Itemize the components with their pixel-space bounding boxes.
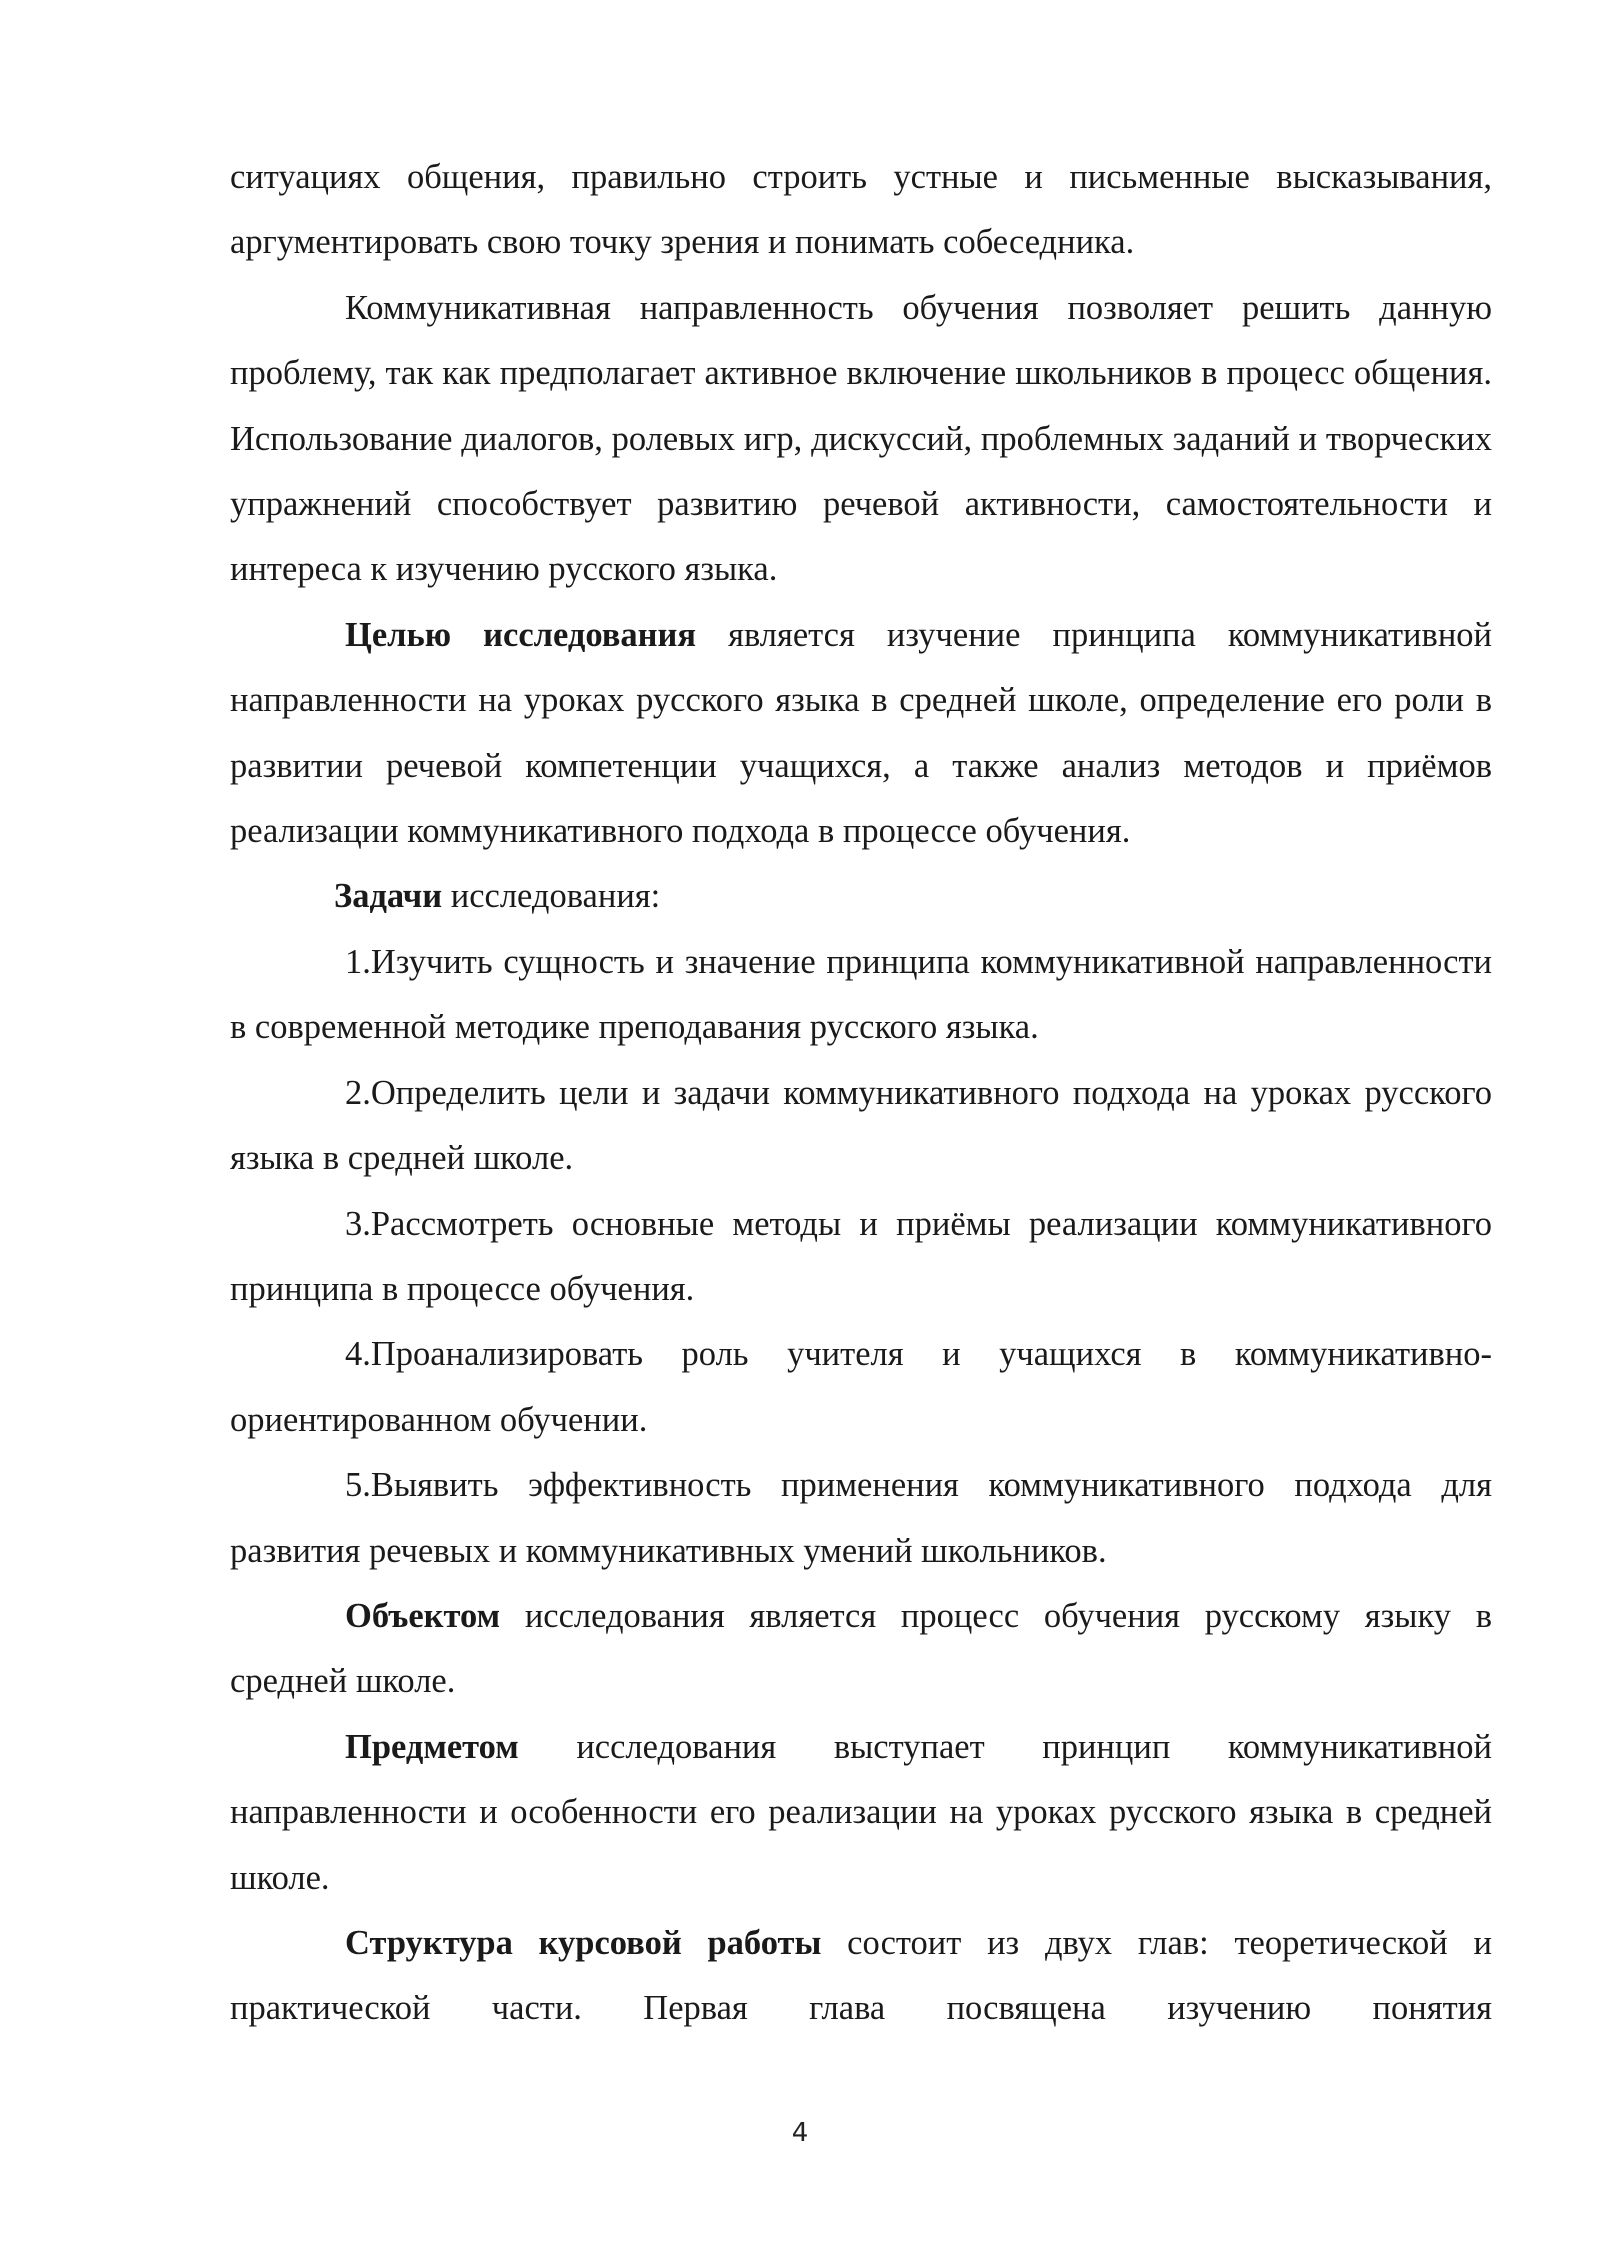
task-item-2: 2.Определить цели и задачи коммуникативного подхода на уроках русского языка в средней школе. [230, 1073, 1492, 1178]
research-subject-text: исследования выступает принцип коммуникативной направленности и особенности его реализации на уроках русского языка в средней школе. [230, 1727, 1492, 1897]
work-structure-text: состоит из двух глав: теоретической и практической части. Первая глава посвящена изучению понятия [230, 1923, 1492, 2028]
research-subject-label: Предметом [345, 1727, 519, 1766]
research-tasks-text: исследования: [442, 877, 661, 916]
paragraph-communicative-orientation: Коммуникативная направленность обучения позволяет решить данную проблему, так как предполагает активное включение школьников в процесс общения. Использование диалогов, ролевых игр, дискуссий, проблемных заданий и творческих упражнений способствует развитию речевой активности, самостоятельности и интереса к изучению русского языка. [230, 288, 1492, 589]
task-item-5: 5.Выявить эффективность применения коммуникативного подхода для развития речевых и коммуникативных умений школьников. [230, 1466, 1492, 1570]
paragraph-work-structure [230, 1911, 1492, 2042]
research-goal-label: Целью исследования [345, 615, 697, 654]
paragraph-research-tasks [230, 864, 1492, 929]
task-item-4: 4.Проанализировать роль учителя и учащихся в коммуникативно-ориентированном обучении. [230, 1335, 1492, 1439]
paragraph-research-subject [230, 1715, 1492, 1911]
paragraph-research-object [230, 1584, 1492, 1715]
paragraph-intro-continuation: ситуациях общения, правильно строить устные и письменные высказывания, аргументировать свою точку зрения и понимать собеседника. [230, 158, 1492, 262]
research-tasks-label: Задачи [334, 877, 443, 916]
research-object-label: Объектом [345, 1596, 501, 1635]
task-item-1: 1.Изучить сущность и значение принципа коммуникативной направленности в современной методике преподавания русского языка. [230, 942, 1492, 1047]
document-page [230, 145, 1492, 2042]
paragraph-research-goal [230, 603, 1492, 865]
work-structure-label: Структура курсовой работы [345, 1923, 822, 1962]
research-goal-text: является изучение принципа коммуникативной направленности на уроках русского языка в средней школе, определение его роли в развитии речевой компетенции учащихся, а также анализ методов и приёмов реализации коммуникативного подхода в процессе обучения. [230, 615, 1492, 851]
research-object-text: исследования является процесс обучения русскому языку в средней школе. [230, 1596, 1492, 1701]
task-item-3: 3.Рассмотреть основные методы и приёмы реализации коммуникативного принципа в процессе обучения. [230, 1204, 1492, 1308]
page-number: 4 [791, 2118, 809, 2148]
